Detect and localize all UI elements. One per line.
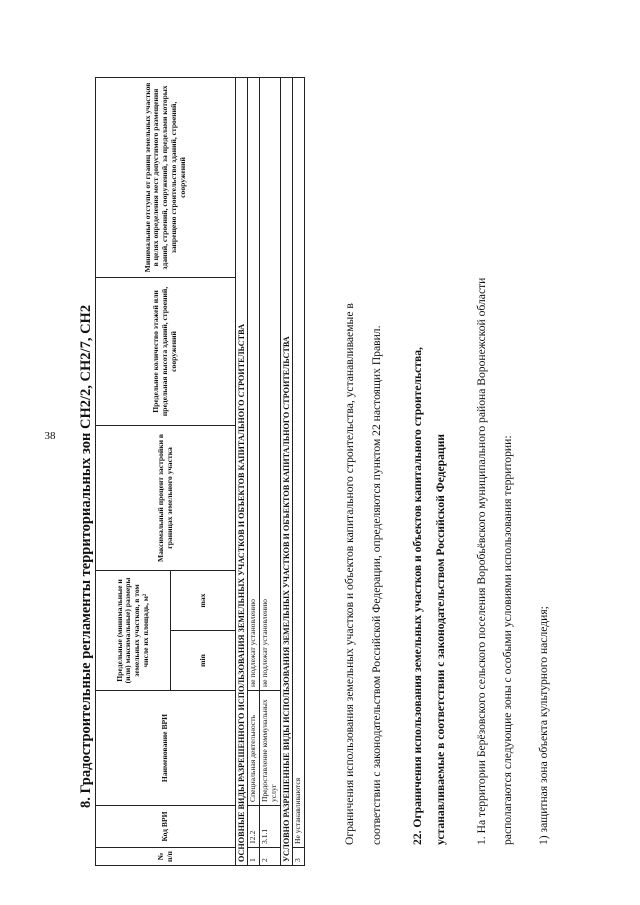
row-value: не подлежат установлению [260, 77, 280, 690]
header-setbacks: Минимальные отступы от границ земельных участков в целях определения мест допустимого размещения зданий, строений, сооружений, за пределами которых запрещено строительство зданий, строений, сооружений [96, 77, 236, 277]
row-num: 1 [248, 848, 260, 866]
header-max: max [171, 570, 236, 630]
row-value: не подлежат установлению [248, 77, 260, 690]
row-code: 3.1.1 [260, 806, 280, 848]
header-num: № п/п [96, 848, 236, 866]
section-22-heading-line-1: 22. Ограничения использования земельных участков и объектов капитального строительства, [411, 347, 424, 845]
paragraph-2-line-1: 1. На территории Берёзовского сельского поселения Воробьёвского муниципального района Воронежской области [475, 277, 488, 845]
table-row [293, 77, 305, 865]
header-code: Код ВРИ [96, 806, 236, 848]
row-text: Не устанавливаются [293, 77, 305, 847]
page-number: 38 [44, 430, 56, 442]
row-num: 3 [293, 848, 305, 866]
table-row [260, 77, 280, 865]
group-main: ОСНОВНЫЕ ВИДЫ РАЗРЕШЕННОГО ИСПОЛЬЗОВАНИЯ ЗЕМЕЛЬНЫХ УЧАСТКОВ И ОБЪЕКТОВ КАПИТАЛЬНОГО СТРОИТЕЛЬСТВА [236, 77, 248, 865]
row-code: 12.2 [248, 806, 260, 848]
header-min: min [171, 631, 236, 691]
section-22-heading-line-2: устанавливаемые в соответствии с законодательством Российской Федерации [434, 434, 447, 845]
section-title: 8. Градостроительные регламенты территориальных зон СН2/2, СН2/7, СН2 [78, 304, 94, 808]
header-percent: Максимальный процент застройки в границах земельного участка [96, 425, 236, 570]
table-row [248, 77, 260, 865]
paragraph-2-line-2: располагаются следующие зоны с особыми условиями использования территории: [501, 435, 514, 845]
row-name: Специальная деятельность [248, 691, 260, 806]
header-floors: Предельное количество этажей или предельная высота зданий, строений, сооружений [96, 277, 236, 425]
row-name: Предоставление коммунальных услуг [260, 691, 280, 806]
group-conditional: УСЛОВНО РАЗРЕШЕННЫЕ ВИДЫ ИСПОЛЬЗОВАНИЯ ЗЕМЕЛЬНЫХ УЧАСТКОВ И ОБЪЕКТОВ КАПИТАЛЬНОГО СТРОИТЕЛЬСТВА [280, 77, 292, 865]
paragraph-1-line-2: соответствии с законодательством Российской Федерации, определяются пунктом 22 настоящих Правил. [370, 325, 383, 845]
header-name: Наименование ВРИ [96, 691, 236, 806]
row-num: 2 [260, 848, 280, 866]
paragraph-3: 1) защитная зона объекта культурного наследия; [537, 606, 550, 845]
regulations-table [95, 78, 305, 866]
header-sizes: Предельные (минимальные и (или) максимальные) размеры земельных участков, в том числе их площадь, м² [96, 570, 171, 690]
paragraph-1-line-1: Ограничения использования земельных участков и объектов капитального строительства, устанавливаемые в [343, 303, 356, 845]
